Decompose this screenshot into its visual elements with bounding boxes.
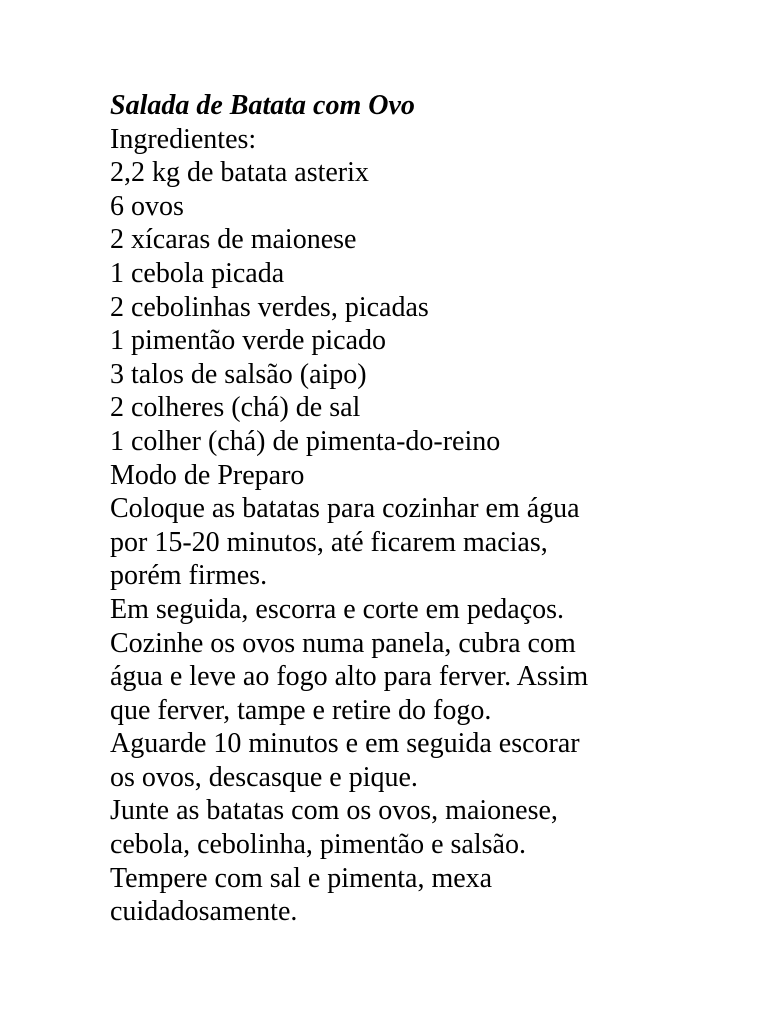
method-line: cuidadosamente. [110,896,298,928]
ingredient-line: 1 colher (chá) de pimenta-do-reino [110,425,501,457]
method-line: por 15-20 minutos, até ficarem macias, [110,526,548,558]
method-line: cebola, cebolinha, pimentão e salsão. [110,829,526,861]
method-heading: Modo de Preparo [110,459,305,491]
recipe-title: Salada de Batata com Ovo [110,90,415,121]
recipe-text [110,89,730,929]
ingredient-line: 2 xícaras de maionese [110,224,357,256]
method-line: Junte as batatas com os ovos, maionese, [110,795,558,827]
ingredients-heading: Ingredientes: [110,123,257,155]
ingredient-line: 2 colheres (chá) de sal [110,392,361,424]
ingredient-line: 1 pimentão verde picado [110,325,387,357]
method-line: que ferver, tampe e retire do fogo. [110,694,492,726]
ingredient-line: 2 cebolinhas verdes, picadas [110,291,429,323]
ingredient-line: 2,2 kg de batata asterix [110,157,369,189]
method-line: porém firmes. [110,560,268,592]
method-line: Coloque as batatas para cozinhar em água [110,493,580,525]
method-line: água e leve ao fogo alto para ferver. Assim [110,661,589,693]
ingredient-line: 1 cebola picada [110,257,285,289]
ingredient-line: 3 talos de salsão (aipo) [110,358,367,390]
ingredient-line: 6 ovos [110,190,184,222]
method-line: Cozinhe os ovos numa panela, cubra com [110,627,576,659]
method-line: os ovos, descasque e pique. [110,761,418,793]
method-line: Em seguida, escorra e corte em pedaços. [110,593,565,625]
method-line: Tempere com sal e pimenta, mexa [110,862,493,894]
method-line: Aguarde 10 minutos e em seguida escorar [110,728,580,760]
